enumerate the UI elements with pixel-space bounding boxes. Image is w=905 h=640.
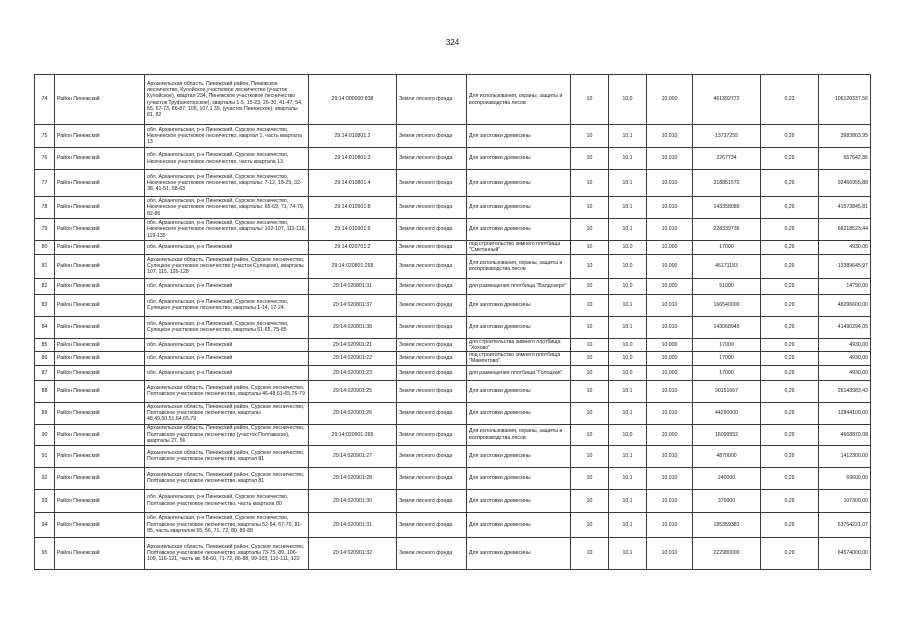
rate-cell: 0,29: [761, 219, 819, 241]
amount-cell: 3983803,95: [819, 125, 871, 148]
table-row: [35, 219, 871, 241]
amount-cell: 69600,00: [819, 467, 871, 489]
cadastral-number-cell: 29:14:020901:30: [309, 489, 397, 512]
code-b-cell: 10.0: [609, 241, 647, 255]
code-c-cell: 10.010: [647, 489, 693, 512]
land-category-cell: Земли лесного фонда: [397, 125, 467, 148]
permitted-use-cell: Для заготовки древесины: [467, 197, 571, 219]
code-c-cell: 10.010: [647, 380, 693, 402]
location-cell: обл. Архангельская, р-н Пинежский, Сурское лесничество, Нюхченское участковое лесничество, квартал 1, часть квартала 13: [145, 125, 309, 148]
rate-cell: 0,29: [761, 241, 819, 255]
code-a-cell: 10: [571, 537, 609, 569]
cadastral-number-cell: 29:14:020901:26: [309, 402, 397, 424]
district-cell: Район Пинежский: [55, 148, 145, 170]
cadastral-number-cell: 29:14:020701:2: [309, 241, 397, 255]
district-cell: Район Пинежский: [55, 512, 145, 537]
rate-cell: 0,29: [761, 294, 819, 316]
area-cell: 185359383: [693, 512, 761, 537]
amount-cell: 4930,00: [819, 352, 871, 366]
land-category-cell: Земли лесного фонда: [397, 512, 467, 537]
code-c-cell: 10.000: [647, 365, 693, 380]
area-cell: 51000: [693, 278, 761, 294]
land-category-cell: Земли лесного фонда: [397, 338, 467, 352]
table-row: [35, 197, 871, 219]
code-a-cell: 10: [571, 467, 609, 489]
permitted-use-cell: Для заготовки древесины: [467, 537, 571, 569]
code-b-cell: 10.1: [609, 467, 647, 489]
district-cell: Район Пинежский: [55, 537, 145, 569]
location-cell: обл. Архангельская, р-н Пинежский, Сурское лесничество, Нюхченское участковое лесничество, часть квартала 13: [145, 148, 309, 170]
permitted-use-cell: Для заготовки древесины: [467, 512, 571, 537]
location-cell: обл. Архангельская, р-н Пинежский: [145, 338, 309, 352]
cadastral-number-cell: 29:14:010801:2: [309, 125, 397, 148]
amount-cell: 4930,00: [819, 338, 871, 352]
row-number: 83: [35, 294, 55, 316]
code-b-cell: 10.0: [609, 424, 647, 445]
cadastral-number-cell: 29:14:020901:22: [309, 352, 397, 366]
land-category-cell: Земли лесного фонда: [397, 537, 467, 569]
rate-cell: 0,29: [761, 380, 819, 402]
row-number: 90: [35, 424, 55, 445]
code-a-cell: 10: [571, 125, 609, 148]
land-category-cell: Земли лесного фонда: [397, 148, 467, 170]
amount-cell: 1412300,00: [819, 445, 871, 467]
area-cell: 166540000: [693, 294, 761, 316]
cadastral-number-cell: 29:14:020901:32: [309, 537, 397, 569]
code-c-cell: 10.010: [647, 148, 693, 170]
area-cell: 2267734: [693, 148, 761, 170]
row-number: 74: [35, 75, 55, 125]
district-cell: Район Пинежский: [55, 75, 145, 125]
rate-cell: 0,29: [761, 537, 819, 569]
district-cell: Район Пинежский: [55, 424, 145, 445]
area-cell: 461392772: [693, 75, 761, 125]
rate-cell: 0,29: [761, 338, 819, 352]
code-b-cell: 10.0: [609, 254, 647, 278]
code-a-cell: 10: [571, 352, 609, 366]
code-c-cell: 10.010: [647, 512, 693, 537]
location-cell: Архангельская область, Пинежский район, Сурское лесничество, Полтавское участковое лесничество, квартал 81: [145, 445, 309, 467]
row-number: 85: [35, 338, 55, 352]
land-category-cell: Земли лесного фонда: [397, 402, 467, 424]
code-b-cell: 10.0: [609, 352, 647, 366]
district-cell: Район Пинежский: [55, 170, 145, 197]
code-b-cell: 10.1: [609, 148, 647, 170]
permitted-use-cell: Для заготовки древесины: [467, 125, 571, 148]
area-cell: 222980000: [693, 537, 761, 569]
code-a-cell: 10: [571, 197, 609, 219]
permitted-use-cell: Для заготовки древесины: [467, 380, 571, 402]
permitted-use-cell: Для заготовки древесины: [467, 316, 571, 338]
location-cell: обл. Архангельская, р-н Пинежский, Сурское лесничество, Сулецкое участковое лесничество, кварталы 1-14, 17-24: [145, 294, 309, 316]
code-a-cell: 10: [571, 489, 609, 512]
rate-cell: 0,29: [761, 254, 819, 278]
amount-cell: 66218523,44: [819, 219, 871, 241]
code-b-cell: 10.1: [609, 125, 647, 148]
code-b-cell: 10.1: [609, 402, 647, 424]
code-a-cell: 10: [571, 380, 609, 402]
location-cell: Архангельская область, Пинежский район, Сурское лесничество, Полтавское участковое лесничество, кварталы 73-75, 89, 106-109, 116-121, часть кв. 58-60, 71-72, 86-88, 99-103, 110-111, 122: [145, 537, 309, 569]
table-row: [35, 254, 871, 278]
area-cell: 240000: [693, 467, 761, 489]
code-c-cell: 10.000: [647, 424, 693, 445]
land-category-cell: Земли лесного фонда: [397, 380, 467, 402]
row-number: 86: [35, 352, 55, 366]
table-row: [35, 380, 871, 402]
permitted-use-cell: под строительство зимнего плотбища "Сметанный": [467, 241, 571, 255]
code-c-cell: 10.000: [647, 75, 693, 125]
land-category-cell: Земли лесного фонда: [397, 254, 467, 278]
code-c-cell: 10.010: [647, 294, 693, 316]
district-cell: Район Пинежский: [55, 197, 145, 219]
code-c-cell: 10.010: [647, 219, 693, 241]
amount-cell: 4930,00: [819, 241, 871, 255]
location-cell: обл. Архангельская, р-н Пинежский: [145, 241, 309, 255]
cadastral-number-cell: 29:14:010801:4: [309, 170, 397, 197]
row-number: 76: [35, 148, 55, 170]
land-category-cell: Земли лесного фонда: [397, 219, 467, 241]
district-cell: Район Пинежский: [55, 241, 145, 255]
code-b-cell: 10.1: [609, 197, 647, 219]
row-number: 89: [35, 402, 55, 424]
code-b-cell: 10.1: [609, 537, 647, 569]
row-number: 77: [35, 170, 55, 197]
rate-cell: 0,29: [761, 316, 819, 338]
row-number: 88: [35, 380, 55, 402]
rate-cell: 0,29: [761, 512, 819, 537]
district-cell: Район Пинежский: [55, 445, 145, 467]
permitted-use-cell: для размещения плотбища "Валдозеро": [467, 278, 571, 294]
table-row: [35, 316, 871, 338]
code-b-cell: 10.1: [609, 445, 647, 467]
cadastral-number-cell: 29:14:020901:31: [309, 512, 397, 537]
land-category-cell: Земли лесного фонда: [397, 365, 467, 380]
area-cell: 143358089: [693, 197, 761, 219]
amount-cell: 4930,00: [819, 365, 871, 380]
land-category-cell: Земли лесного фонда: [397, 197, 467, 219]
code-a-cell: 10: [571, 402, 609, 424]
amount-cell: 26143983,43: [819, 380, 871, 402]
district-cell: Район Пинежский: [55, 352, 145, 366]
cadastral-number-cell: 29:14:010801:3: [309, 148, 397, 170]
code-a-cell: 10: [571, 148, 609, 170]
code-a-cell: 10: [571, 278, 609, 294]
code-b-cell: 10.1: [609, 380, 647, 402]
code-c-cell: 10.000: [647, 241, 693, 255]
permitted-use-cell: Для заготовки древесины: [467, 467, 571, 489]
amount-cell: 4668870,08: [819, 424, 871, 445]
table-row: [35, 170, 871, 197]
amount-cell: 41573845,81: [819, 197, 871, 219]
rate-cell: 0,29: [761, 278, 819, 294]
land-category-cell: Земли лесного фонда: [397, 294, 467, 316]
permitted-use-cell: Для использования, охраны, защиты и воспроизводства лесов: [467, 424, 571, 445]
code-a-cell: 10: [571, 219, 609, 241]
table-row: [35, 278, 871, 294]
permitted-use-cell: для размещения плотбища "Голоцкая": [467, 365, 571, 380]
location-cell: обл. Архангельская, р-н Пинежский: [145, 352, 309, 366]
rate-cell: 0,29: [761, 489, 819, 512]
permitted-use-cell: под строительство зимнего плотбища "Мамонтово": [467, 352, 571, 366]
amount-cell: 53754221,07: [819, 512, 871, 537]
area-cell: 46171183: [693, 254, 761, 278]
permitted-use-cell: для строительства зимнего плотбища "Хохово": [467, 338, 571, 352]
cadastral-number-cell: 29:14:020901:25: [309, 380, 397, 402]
amount-cell: 13389645,97: [819, 254, 871, 278]
code-b-cell: 10.0: [609, 278, 647, 294]
code-c-cell: 10.010: [647, 467, 693, 489]
code-a-cell: 10: [571, 170, 609, 197]
land-category-cell: Земли лесного фонда: [397, 445, 467, 467]
location-cell: обл. Архангельская, р-н Пинежский, Сурское лесничество, Сулецкое участковое лесничество, кварталы 61-65, 75-85: [145, 316, 309, 338]
area-cell: 17000: [693, 338, 761, 352]
row-number: 78: [35, 197, 55, 219]
amount-cell: 12844100,00: [819, 402, 871, 424]
cadastral-number-cell: 29:14:010901:8: [309, 197, 397, 219]
rate-cell: 0,29: [761, 148, 819, 170]
district-cell: Район Пинежский: [55, 219, 145, 241]
location-cell: обл. Архангельская, р-н Пинежский, Сурское лесничество, Полтавское участковое лесничество, кварталы 52-54, 67-70, 81-85, часть кварталов 55, 56, 71, 72, 80, 86-88: [145, 512, 309, 537]
rate-cell: 0,29: [761, 170, 819, 197]
rate-cell: 0,29: [761, 424, 819, 445]
area-cell: 4870000: [693, 445, 761, 467]
amount-cell: 106120337,56: [819, 75, 871, 125]
district-cell: Район Пинежский: [55, 365, 145, 380]
rate-cell: 0,29: [761, 352, 819, 366]
row-number: 84: [35, 316, 55, 338]
location-cell: Архангельская область, Пинежский район, Пинежское лесничество, Кулойское участковое лесничество (участок Кулойское), квартал 234, Пинежское участковое лесничество (участок Труфаногорское), кварталы 1-5, 15-23, 26-30, 41-47, 54, 55, 67-73, 86-87, 105, 107,1 39, (участок Пинежское), кварталы 81, 82: [145, 75, 309, 125]
location-cell: Архангельская область, Пинежский район, Сурское лесничество, Полтавское участковое лесничество, кварталы 48,49,50,51,64,65,79: [145, 402, 309, 424]
amount-cell: 41490294,05: [819, 316, 871, 338]
table-row: [35, 424, 871, 445]
cadastral-number-cell: 29:14:010901:9: [309, 219, 397, 241]
land-category-cell: Земли лесного фонда: [397, 241, 467, 255]
table-row: [35, 365, 871, 380]
row-number: 94: [35, 512, 55, 537]
area-cell: 228339736: [693, 219, 761, 241]
land-category-cell: Земли лесного фонда: [397, 75, 467, 125]
district-cell: Район Пинежский: [55, 294, 145, 316]
code-a-cell: 10: [571, 316, 609, 338]
page-number: 324: [445, 38, 460, 47]
location-cell: обл. Архангельская, р-н Пинежский: [145, 365, 309, 380]
area-cell: 16099552: [693, 424, 761, 445]
cadastral-number-cell: 29:14:020801:37: [309, 294, 397, 316]
permitted-use-cell: Для заготовки древесины: [467, 170, 571, 197]
code-c-cell: 10.010: [647, 537, 693, 569]
row-number: 81: [35, 254, 55, 278]
cadastral-number-cell: 29:14:020901:21: [309, 338, 397, 352]
table-row: [35, 537, 871, 569]
code-a-cell: 10: [571, 512, 609, 537]
permitted-use-cell: Для использования, охраны, защиты и воспроизводства лесов: [467, 254, 571, 278]
location-cell: обл. Архангельская, р-н Пинежский, Сурское лесничество, Полтавское участковое лесничество, часть квартала 80: [145, 489, 309, 512]
code-c-cell: 10.000: [647, 352, 693, 366]
district-cell: Район Пинежский: [55, 338, 145, 352]
code-c-cell: 10.010: [647, 170, 693, 197]
area-cell: 44290000: [693, 402, 761, 424]
permitted-use-cell: Для заготовки древесины: [467, 219, 571, 241]
code-c-cell: 10.010: [647, 125, 693, 148]
location-cell: обл. Архангельская, р-н Пинежский, Сурское лесничество, Нюхченское участковое лесничество, кварталы: 102-107, 111-116, 119-135: [145, 219, 309, 241]
amount-cell: 92466955,88: [819, 170, 871, 197]
district-cell: Район Пинежский: [55, 316, 145, 338]
area-cell: 17000: [693, 241, 761, 255]
rate-cell: 0,29: [761, 467, 819, 489]
amount-cell: 64574000,00: [819, 537, 871, 569]
cadastral-number-cell: 29:14:000000:838: [309, 75, 397, 125]
location-cell: Архангельская область, Пинежский район, Сурское лесничество, Сулецкое участковое лесничество (участок Сулецкое), кварталы 107, 115, 126-128: [145, 254, 309, 278]
rate-cell: 0,29: [761, 197, 819, 219]
row-number: 80: [35, 241, 55, 255]
land-category-cell: Земли лесного фонда: [397, 170, 467, 197]
area-cell: 370000: [693, 489, 761, 512]
table-row: [35, 489, 871, 512]
amount-cell: 657642,86: [819, 148, 871, 170]
cadastral-number-cell: 29:14:020801:31: [309, 278, 397, 294]
code-a-cell: 10: [571, 424, 609, 445]
location-cell: обл. Архангельская, р-н Пинежский, Сурское лесничество, Нюхченское участковое лесничество, кварталы: 65-69, 71, 74-79, 82-86: [145, 197, 309, 219]
land-category-cell: Земли лесного фонда: [397, 489, 467, 512]
row-number: 92: [35, 467, 55, 489]
code-b-cell: 10.0: [609, 365, 647, 380]
table-row: [35, 467, 871, 489]
code-a-cell: 10: [571, 294, 609, 316]
row-number: 79: [35, 219, 55, 241]
code-b-cell: 10.1: [609, 512, 647, 537]
row-number: 82: [35, 278, 55, 294]
permitted-use-cell: Для заготовки древесины: [467, 294, 571, 316]
row-number: 75: [35, 125, 55, 148]
table-row: [35, 352, 871, 366]
land-category-cell: Земли лесного фонда: [397, 278, 467, 294]
code-a-cell: 10: [571, 75, 609, 125]
code-c-cell: 10.000: [647, 278, 693, 294]
area-cell: 143068945: [693, 316, 761, 338]
location-cell: Архангельская область, Пинежский район, Сурское лесничество, Полтавское участковое лесничество, квартал 81: [145, 467, 309, 489]
location-cell: обл. Архангельская, р-н Пинежский: [145, 278, 309, 294]
code-c-cell: 10.010: [647, 197, 693, 219]
amount-cell: 107300,00: [819, 489, 871, 512]
row-number: 95: [35, 537, 55, 569]
code-c-cell: 10.010: [647, 316, 693, 338]
cadastral-number-cell: 29:14:020801:268: [309, 254, 397, 278]
table-row: [35, 148, 871, 170]
code-a-cell: 10: [571, 241, 609, 255]
code-b-cell: 10.1: [609, 294, 647, 316]
code-b-cell: 10.0: [609, 75, 647, 125]
rate-cell: 0,29: [761, 402, 819, 424]
table-row: [35, 338, 871, 352]
code-b-cell: 10.1: [609, 219, 647, 241]
code-b-cell: 10.1: [609, 489, 647, 512]
amount-cell: 14790,00: [819, 278, 871, 294]
area-cell: 17000: [693, 352, 761, 366]
district-cell: Район Пинежский: [55, 402, 145, 424]
cadastral-number-cell: 29:14:020901:27: [309, 445, 397, 467]
land-category-cell: Земли лесного фонда: [397, 352, 467, 366]
cadastral-number-cell: 29:14:020901:265: [309, 424, 397, 445]
code-c-cell: 10.010: [647, 445, 693, 467]
cadastral-number-cell: 29:14:020901:23: [309, 365, 397, 380]
code-a-cell: 10: [571, 445, 609, 467]
land-category-cell: Земли лесного фонда: [397, 316, 467, 338]
cadastral-number-cell: 29:14:020901:28: [309, 467, 397, 489]
table-row: [35, 75, 871, 125]
location-cell: Архангельская область, Пинежский район, Сурское лесничество, Полтавское участковое лесничество, кварталы 46-48,61-65,76-79: [145, 380, 309, 402]
row-number: 91: [35, 445, 55, 467]
table-row: [35, 241, 871, 255]
table-row: [35, 512, 871, 537]
table-row: [35, 445, 871, 467]
district-cell: Район Пинежский: [55, 125, 145, 148]
code-c-cell: 10.000: [647, 254, 693, 278]
permitted-use-cell: Для использования, охраны, защиты и воспроизводства лесов: [467, 75, 571, 125]
land-plots-table: [34, 74, 871, 570]
code-a-cell: 10: [571, 254, 609, 278]
area-cell: 318851572: [693, 170, 761, 197]
code-b-cell: 10.1: [609, 170, 647, 197]
table-row: [35, 402, 871, 424]
rate-cell: 0,29: [761, 125, 819, 148]
area-cell: 13737255: [693, 125, 761, 148]
code-b-cell: 10.1: [609, 316, 647, 338]
table-row: [35, 125, 871, 148]
district-cell: Район Пинежский: [55, 380, 145, 402]
permitted-use-cell: Для заготовки древесины: [467, 402, 571, 424]
code-c-cell: 10.010: [647, 402, 693, 424]
permitted-use-cell: Для заготовки древесины: [467, 489, 571, 512]
cadastral-number-cell: 29:14:020801:38: [309, 316, 397, 338]
area-cell: 90151667: [693, 380, 761, 402]
rate-cell: 0,23: [761, 75, 819, 125]
permitted-use-cell: Для заготовки древесины: [467, 148, 571, 170]
table-row: [35, 294, 871, 316]
code-c-cell: 10.000: [647, 338, 693, 352]
district-cell: Район Пинежский: [55, 467, 145, 489]
land-category-cell: Земли лесного фонда: [397, 424, 467, 445]
area-cell: 17000: [693, 365, 761, 380]
district-cell: Район Пинежский: [55, 254, 145, 278]
land-category-cell: Земли лесного фонда: [397, 467, 467, 489]
amount-cell: 48296600,00: [819, 294, 871, 316]
location-cell: Архангельская область, Пинежский район, Сурское лесничество, Полтавское участковое лесничество (участок Полтавское), кварталы 27, 56: [145, 424, 309, 445]
code-a-cell: 10: [571, 338, 609, 352]
permitted-use-cell: Для заготовки древесины: [467, 445, 571, 467]
rate-cell: 0,29: [761, 445, 819, 467]
row-number: 87: [35, 365, 55, 380]
location-cell: обл. Архангельская, р-н Пинежский, Сурское лесничество, Нюхченское участковое лесничество, кварталы: 7-12, 18-25, 32-38, 41-51, 58-63: [145, 170, 309, 197]
district-cell: Район Пинежский: [55, 489, 145, 512]
district-cell: Район Пинежский: [55, 278, 145, 294]
code-b-cell: 10.0: [609, 338, 647, 352]
row-number: 93: [35, 489, 55, 512]
rate-cell: 0,29: [761, 365, 819, 380]
code-a-cell: 10: [571, 365, 609, 380]
